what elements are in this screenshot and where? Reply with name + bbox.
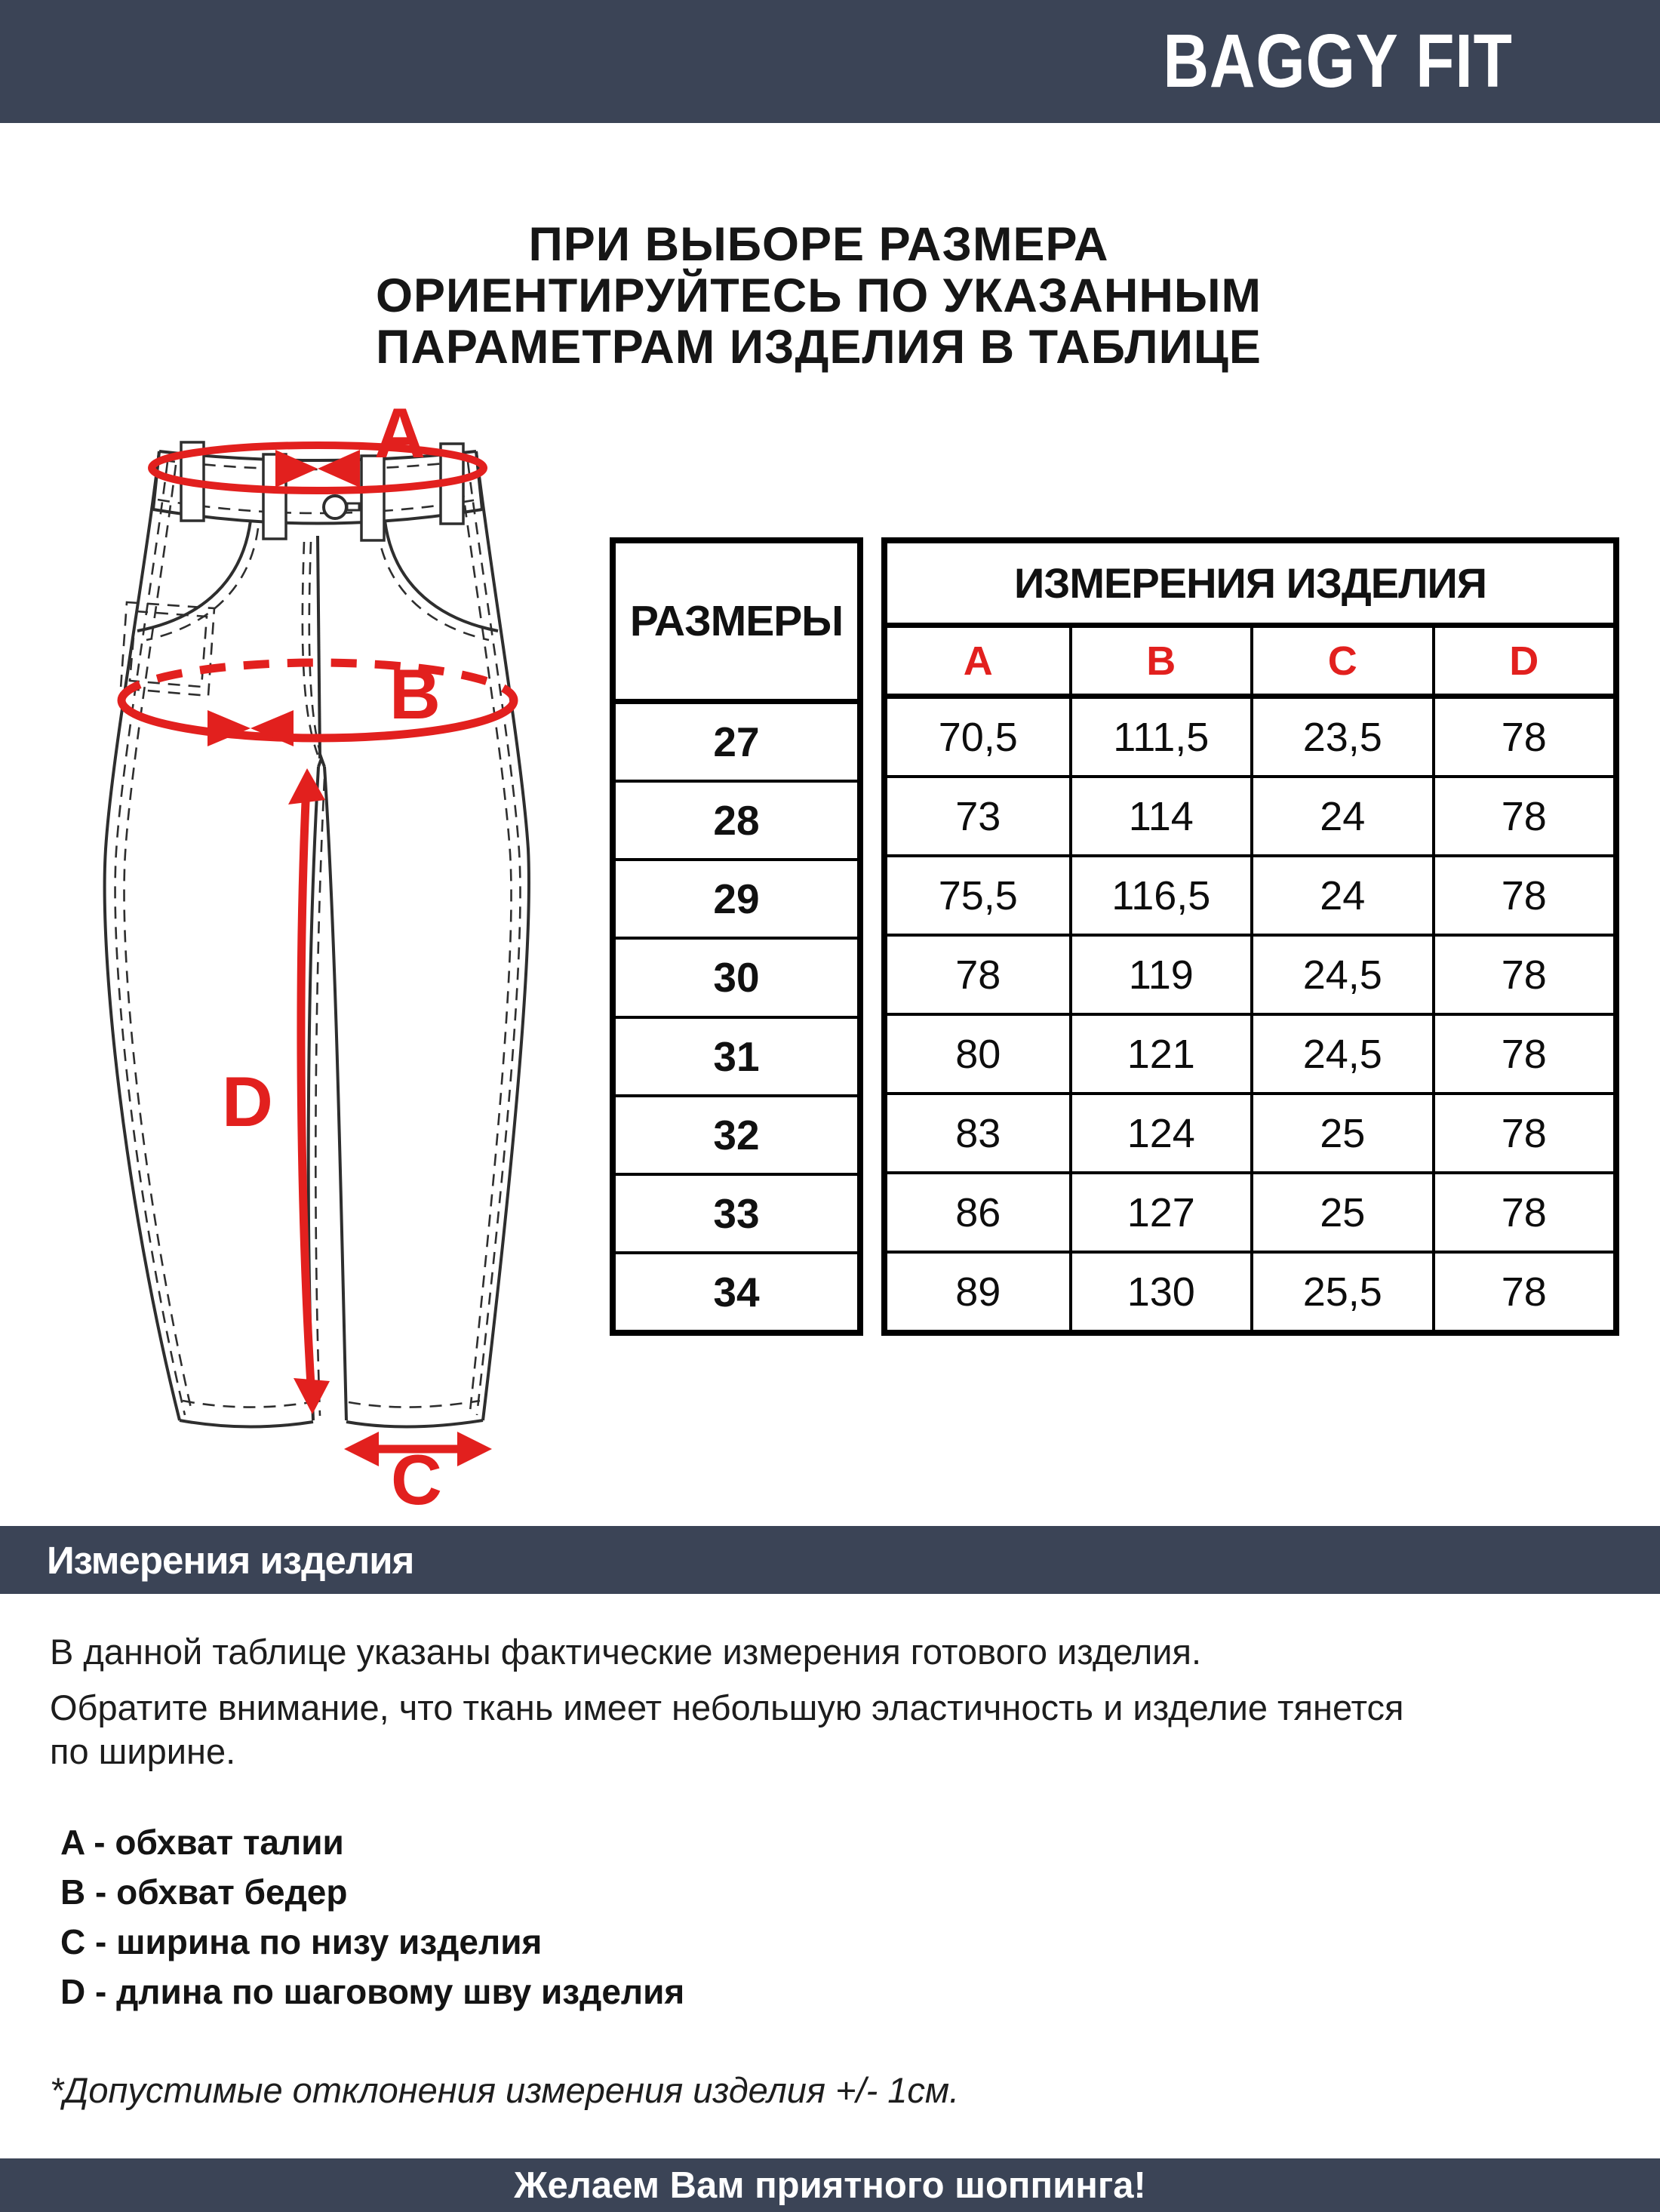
intro-heading bbox=[0, 219, 1637, 373]
description-text bbox=[50, 1630, 1619, 1774]
cell-d: 78 bbox=[1432, 1254, 1614, 1330]
column-header-b: B bbox=[1069, 628, 1251, 694]
size-row-34: 34 bbox=[616, 1251, 857, 1330]
table-row bbox=[887, 1092, 1613, 1171]
measure-label-c: C bbox=[391, 1440, 442, 1509]
cell-c: 24,5 bbox=[1250, 1016, 1432, 1092]
cell-b: 130 bbox=[1069, 1254, 1251, 1330]
cell-a: 89 bbox=[955, 1269, 1001, 1315]
column-header-a: A bbox=[963, 638, 993, 684]
hip-measure-ellipse-solid bbox=[121, 700, 514, 738]
legend-item-a: A - обхват талии bbox=[60, 1823, 344, 1862]
size-row-32: 32 bbox=[616, 1094, 857, 1173]
inseam-arrow-top bbox=[288, 768, 325, 805]
waist-arrow-left bbox=[275, 450, 318, 488]
cell-c: 25 bbox=[1250, 1095, 1432, 1171]
cell-b: 127 bbox=[1069, 1174, 1251, 1251]
size-row-31: 31 bbox=[616, 1016, 857, 1094]
sizes-header: РАЗМЕРЫ bbox=[616, 543, 857, 704]
description-line-3: по ширине. bbox=[50, 1731, 236, 1771]
tolerance-note: *Допустимые отклонения измерения изделия +/- 1см. bbox=[50, 2070, 960, 2110]
cell-b: 119 bbox=[1069, 937, 1251, 1013]
hem-arrow-left bbox=[344, 1432, 379, 1466]
cell-b: 124 bbox=[1069, 1095, 1251, 1171]
legend-item-d: D - длина по шаговому шву изделия bbox=[60, 1972, 685, 2011]
column-header-c: C bbox=[1250, 628, 1432, 694]
cell-d: 78 bbox=[1432, 1095, 1614, 1171]
cell-b: 111,5 bbox=[1069, 699, 1251, 775]
cell-a: 86 bbox=[955, 1189, 1001, 1235]
cell-a: 83 bbox=[955, 1110, 1001, 1156]
size-row-30: 30 bbox=[616, 937, 857, 1015]
cell-c: 24 bbox=[1250, 778, 1432, 854]
cell-a: 80 bbox=[955, 1031, 1001, 1077]
cell-c: 24,5 bbox=[1250, 937, 1432, 1013]
measurements-group-header: ИЗМЕРЕНИЯ ИЗДЕЛИЯ bbox=[887, 543, 1613, 628]
cell-c: 25,5 bbox=[1250, 1254, 1432, 1330]
table-row bbox=[887, 775, 1613, 854]
description-line-1: В данной таблице указаны фактические измерения готового изделия. bbox=[50, 1632, 1202, 1672]
measurement-legend bbox=[60, 1817, 1268, 2017]
table-row bbox=[887, 854, 1613, 934]
cell-d: 78 bbox=[1432, 857, 1614, 934]
cell-a: 78 bbox=[955, 952, 1001, 998]
size-row-28: 28 bbox=[616, 780, 857, 858]
cell-b: 114 bbox=[1069, 778, 1251, 854]
inseam-arrow-bottom bbox=[294, 1378, 330, 1414]
table-row bbox=[887, 1171, 1613, 1251]
cell-b: 116,5 bbox=[1069, 857, 1251, 934]
sizes-column bbox=[610, 537, 863, 1336]
bottom-banner bbox=[0, 2158, 1660, 2212]
jeans-button bbox=[324, 496, 359, 518]
size-row-29: 29 bbox=[616, 858, 857, 937]
cell-c: 24 bbox=[1250, 857, 1432, 934]
legend-item-c: C - ширина по низу изделия bbox=[60, 1922, 543, 1961]
intro-line-3: ПАРАМЕТРАМ ИЗДЕЛИЯ В ТАБЛИЦЕ bbox=[376, 321, 1262, 374]
cell-d: 78 bbox=[1432, 699, 1614, 775]
table-row bbox=[887, 1251, 1613, 1330]
legend-item-b: B - обхват бедер bbox=[60, 1872, 348, 1912]
cell-b: 121 bbox=[1069, 1016, 1251, 1092]
table-row bbox=[887, 1013, 1613, 1092]
section-title: Измерения изделия bbox=[47, 1538, 414, 1582]
cell-a: 75,5 bbox=[938, 872, 1018, 918]
table-row bbox=[887, 934, 1613, 1013]
top-banner bbox=[0, 0, 1660, 123]
cell-a: 70,5 bbox=[938, 714, 1018, 760]
hip-arrow-left bbox=[208, 710, 251, 746]
cell-d: 78 bbox=[1432, 1016, 1614, 1092]
measurements-column-headers bbox=[887, 628, 1613, 699]
measure-label-b: B bbox=[389, 654, 441, 734]
cell-d: 78 bbox=[1432, 937, 1614, 1013]
cell-c: 23,5 bbox=[1250, 699, 1432, 775]
intro-line-2: ОРИЕНТИРУЙТЕСЬ ПО УКАЗАННЫМ bbox=[375, 269, 1262, 322]
measurements-table bbox=[881, 537, 1619, 1336]
footer-message: Желаем Вам приятного шоппинга! bbox=[514, 2164, 1146, 2206]
measure-label-d: D bbox=[222, 1062, 273, 1141]
cell-c: 25 bbox=[1250, 1174, 1432, 1251]
table-row bbox=[887, 699, 1613, 775]
column-header-d: D bbox=[1432, 628, 1614, 694]
jeans-outline bbox=[105, 451, 529, 1427]
cell-d: 78 bbox=[1432, 1174, 1614, 1251]
fit-name-title: BAGGY FIT bbox=[1163, 19, 1514, 103]
section-title-bar bbox=[0, 1526, 1660, 1594]
intro-line-1: ПРИ ВЫБОРЕ РАЗМЕРА bbox=[528, 218, 1109, 271]
waist-arrow-right bbox=[318, 450, 360, 488]
size-row-27: 27 bbox=[713, 718, 760, 766]
size-row-33: 33 bbox=[616, 1173, 857, 1251]
cell-a: 73 bbox=[955, 793, 1001, 839]
measure-label-a: A bbox=[374, 393, 426, 472]
hem-arrow-right bbox=[457, 1432, 492, 1466]
jeans-diagram bbox=[53, 377, 536, 1509]
description-line-2: Обратите внимание, что ткань имеет небольшую эластичность и изделие тянется bbox=[50, 1687, 1404, 1727]
cell-d: 78 bbox=[1432, 778, 1614, 854]
